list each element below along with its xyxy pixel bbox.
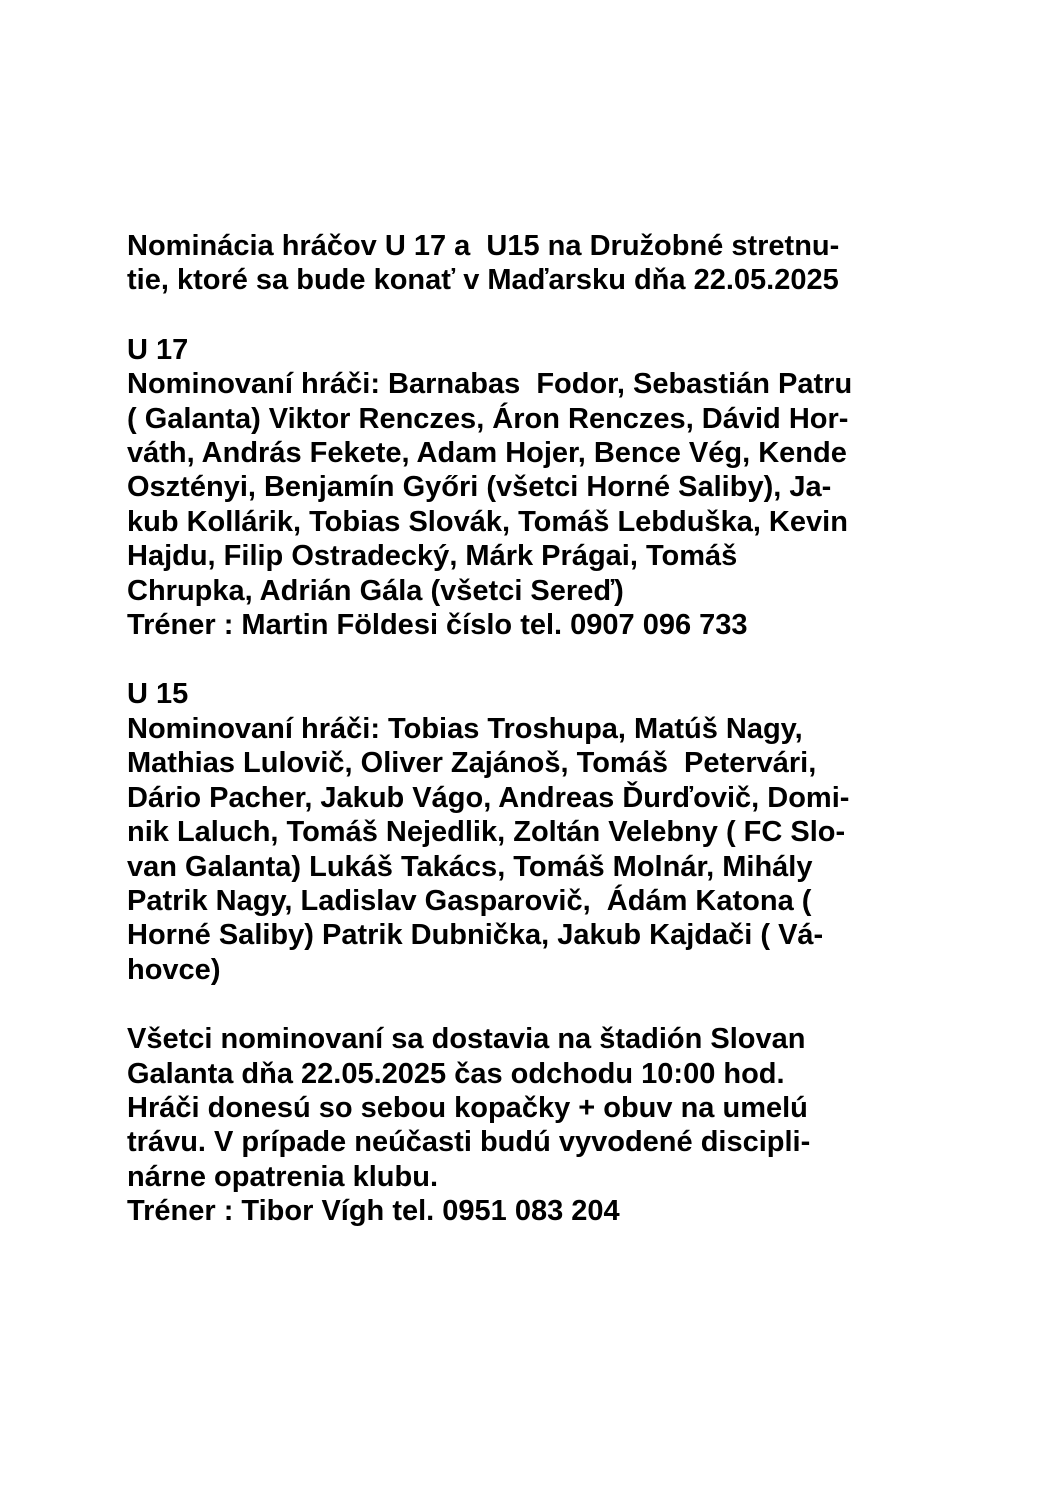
- u17-line: Hajdu, Filip Ostradecký, Márk Prágai, Tomáš: [127, 540, 738, 573]
- info-line: nárne opatrenia klubu.: [127, 1160, 438, 1193]
- u17-line: váth, András Fekete, Adam Hojer, Bence Vég, Kende: [127, 437, 847, 470]
- intro-line: Nominácia hráčov U 17 a U15 na Družobné stretnu-: [127, 230, 840, 262]
- document-body: [127, 229, 947, 1264]
- u15-line: Mathias Lulovič, Oliver Zajánoš, Tomáš Petervári,: [127, 747, 817, 780]
- u17-line: ( Galanta) Viktor Renczes, Áron Renczes, Dávid Hor-: [127, 402, 849, 435]
- info-line: Všetci nominovaní sa dostavia na štadión Slovan: [127, 1023, 806, 1056]
- intro-line: tie, ktoré sa bude konať v Maďarsku dňa 22.05.2025: [127, 264, 839, 297]
- info-trainer: Tréner : Tibor Vígh tel. 0951 083 204: [127, 1195, 620, 1228]
- u17-section: [127, 333, 947, 643]
- intro-paragraph: [127, 229, 947, 298]
- u15-line: hovce): [127, 953, 221, 986]
- u17-line: Chrupka, Adrián Gála (všetci Sereď): [127, 574, 624, 607]
- u15-section: [127, 677, 947, 987]
- u17-line: Nominovaní hráči: Barnabas Fodor, Sebastián Patru: [127, 368, 853, 401]
- u17-line: kub Kollárik, Tobias Slovák, Tomáš Lebduška, Kevin: [127, 505, 848, 538]
- u15-heading: U 15: [127, 678, 189, 711]
- info-line: Hráči donesú so sebou kopačky + obuv na umelú: [127, 1091, 808, 1124]
- u15-line: Dário Pacher, Jakub Vágo, Andreas Ďurďovič, Domi-: [127, 781, 850, 814]
- u17-trainer: Tréner : Martin Földesi číslo tel. 0907 096 733: [127, 609, 748, 642]
- info-line: Galanta dňa 22.05.2025 čas odchodu 10:00 hod.: [127, 1057, 785, 1090]
- u17-heading: U 17: [127, 333, 189, 366]
- u17-line: Osztényi, Benjamín Győri (všetci Horné Saliby), Ja-: [127, 471, 832, 504]
- info-line: trávu. V prípade neúčasti budú vyvodené discipli-: [127, 1126, 811, 1159]
- u15-line: Patrik Nagy, Ladislav Gasparovič, Ádám Katona (: [127, 884, 812, 917]
- u15-line: Horné Saliby) Patrik Dubnička, Jakub Kajdači ( Vá-: [127, 919, 824, 952]
- u15-line: van Galanta) Lukáš Takács, Tomáš Molnár, Mihály: [127, 850, 813, 883]
- u15-line: nik Laluch, Tomáš Nejedlik, Zoltán Velebny ( FC Slo-: [127, 816, 846, 849]
- u15-line: Nominovaní hráči: Tobias Troshupa, Matúš Nagy,: [127, 712, 803, 745]
- info-paragraph: [127, 1022, 947, 1228]
